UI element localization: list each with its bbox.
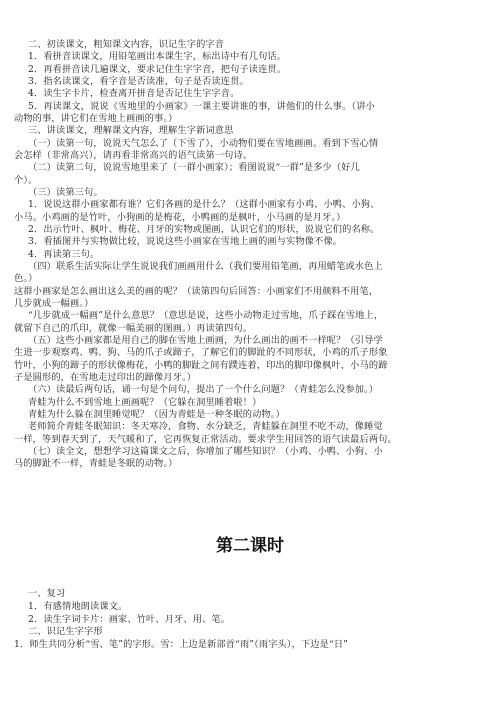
body-line: 4．读生字卡片，检查离开拼音是否记住生字字音。 [28,88,240,100]
body-line: 2．出示竹叶、枫叶、梅花、月牙的实物或图画，认识它们的形状，说说它们的名称。 [28,223,380,235]
body-line: 马的脚趾不一样，青蛙是冬眠的动物。） [14,458,178,470]
body-line: 二、初读课文，粗知课文内容，识记生字的字音 [28,39,225,50]
body-line: 1．说说这群小画家都有谁？它们各画的是什么？（这群小画家有小鸡、小鸭、小狗、 [28,199,380,211]
body-line: 会怎样（非常高兴），请再看非常高兴的语气读第一句诗。 [14,149,253,161]
body-line: 动物的事，讲它们在雪地上画画的事。） [14,112,178,124]
body-line: （六）读最后两句话，诵一句是个问句，提出了一个什么问题？（青蛙怎么没参加。） [28,384,379,396]
body-line: 个）。 [14,174,38,186]
body-line: 2．读生字词卡片：画家、竹叶、月牙、用、笔。 [28,613,231,625]
body-line: （四）联系生活实际让学生说说我们画画用什么（我们要用铅笔画，再用蜡笔或水色上 [28,260,383,272]
body-line: 1．师生共同分析“雪、笔”的字形。雪：上边是新部首“雨”（雨字头），下边是“日” [14,639,349,651]
body-line: 这群小画家是怎么画出这么美的画的呢？（读第四句后回答：小画家们不用颜料不用笔， [14,285,379,297]
body-line: （七）读全文，想想学习这篇课文之后，你增加了哪些知识？（小鸡、小鸭、小狗、小 [28,445,383,457]
body-line: 生进一步观察鸡、鸭、狗、马的爪子或蹄子，了解它们的脚趾的不同形状，小鸡的爪子形象 [14,347,388,359]
body-line: 色。） [14,273,38,285]
body-line: 5．再读课文，说说《雪地里的小画家》一课主要讲谁的事，讲他们的什么事。（讲小 [28,100,375,112]
body-line: 老师简介青蛙冬眠知识：冬天寒冷，食物、水分缺乏，青蛙躲在洞里不吃不动，像睡觉 [28,421,383,433]
body-line: 2．再看拼音读几遍课文，要求记住生字字音，把句子读连贯。 [28,63,287,75]
body-line: 青蛙为什么不到雪地上画画呢？（它躲在洞里睡着啦！） [28,396,262,408]
body-line: 4．再读第三句。 [28,248,100,260]
body-line: 1．看拼音读课文，用铅笔画出本课生字，标出诗中有几句话。 [28,51,287,63]
body-line: （五）这些小画家都是用自己的脚在雪地上画画，为什么画出的画不一样呢？（引导学 [28,334,383,346]
body-line: 二、识记生字字形 [28,626,103,638]
body-line: 几步就成一幅画。） [14,297,94,309]
body-line: （二）读第二句，说说雪地里来了（一群小画家）；看图说说“一群”是多少（好几 [28,162,360,174]
body-line: 就留下自己的爪印，就像一幅美丽的图画。）再读第四句。 [14,322,253,334]
body-line: 一、复习 [28,588,66,599]
body-line: 3．看插图并与实物做比较，说说这些小画家在雪地上画的画与实物像不像。 [28,236,343,248]
body-line: 一样，等到春天到了，天气暖和了，它再恢复正常活动。要求学生用回答的语气读最后两句。 [14,433,397,445]
body-line: 三、讲读课文，理解课文内容，理解生字新词意思 [28,125,234,137]
section-heading: 第二课时 [216,536,284,556]
body-line: （一）读第一句，说说天气怎么了（下雪了），小动物们要在雪地画画。看到下雪心情 [28,137,379,149]
body-line: 3．指名读课文，看字音是否读准，句子是否读连贯。 [28,75,249,87]
body-line: “几步就成一幅画”是什么意思？（意思是说，这些小动物走过雪地，爪子踩在雪地上， [28,310,384,322]
body-line: 竹叶，小狗的蹄子的形状像梅花，小鸭的脚趾之间有蹼连着，印出的脚印像枫叶，小马的蹄 [14,359,388,371]
body-line: 子是圆形的，在雪地走过印出的蹄像月牙。） [14,371,197,383]
body-line: 1．有感情地朗读课文。 [28,600,128,612]
body-line: 青蛙为什么躲在洞里睡觉呢？（因为青蛙是一种冬眠的动物。） [28,408,285,420]
body-line: （三）读第三句。 [28,186,103,198]
body-line: 小马。小鸡画的是竹叶，小狗画的是梅花，小鸭画的是枫叶，小马画的是月牙。） [14,211,346,223]
